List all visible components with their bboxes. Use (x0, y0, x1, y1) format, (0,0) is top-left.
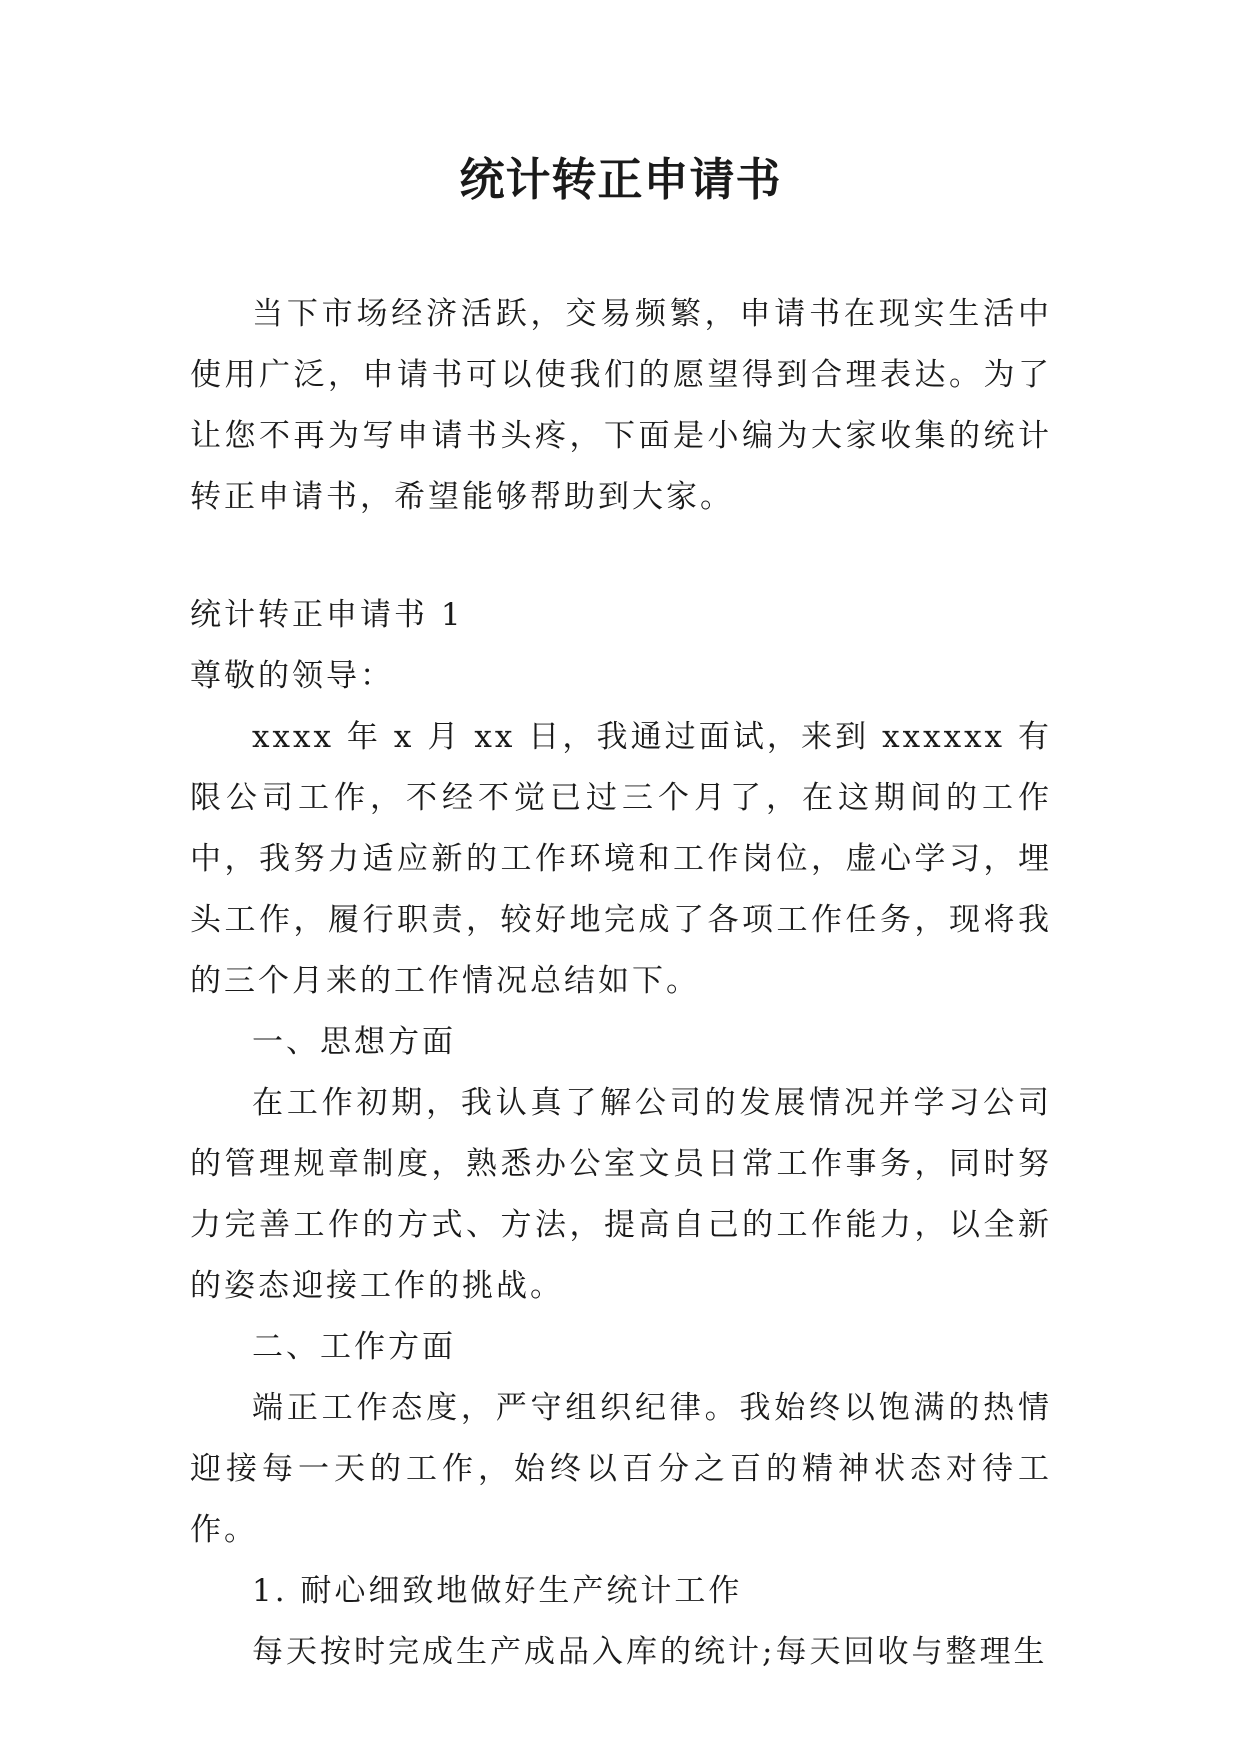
intro-paragraph: 当下市场经济活跃，交易频繁，申请书在现实生活中使用广泛，申请书可以使我们的愿望得到合理表达。为了让您不再为写申请书头疼，下面是小编为大家收集的统计转正申请书，希望能够帮助到大家。 (190, 296, 1052, 515)
salutation: 尊敬的领导： (190, 658, 394, 694)
subheading-work: 二、工作方面 (252, 1329, 456, 1365)
document-body (190, 284, 1052, 1683)
section-heading: 统计转正申请书 1 (190, 597, 464, 633)
body-paragraph: 端正工作态度，严守组织纪律。我始终以饱满的热情迎接每一天的工作，始终以百分之百的精神状态对待工作。 (190, 1390, 1052, 1548)
body-paragraph: xxxx 年 x 月 xx 日，我通过面试，来到 xxxxxx 有限公司工作，不经不觉已过三个月了，在这期间的工作中，我努力适应新的工作环境和工作岗位，虚心学习，埋头工作，履行职责，较好地完成了各项工作任务，现将我的三个月来的工作情况总结如下。 (190, 719, 1052, 999)
paragraph-spacer (190, 528, 1052, 585)
body-paragraph: 每天按时完成生产成品入库的统计;每天回收与整理生 (252, 1634, 1048, 1670)
document-title: 统计转正申请书 (459, 153, 782, 206)
subheading-thought: 一、思想方面 (252, 1024, 456, 1060)
numbered-item: 1. 耐心细致地做好生产统计工作 (252, 1573, 743, 1609)
body-paragraph: 在工作初期，我认真了解公司的发展情况并学习公司的管理规章制度，熟悉办公室文员日常工作事务，同时努力完善工作的方式、方法，提高自己的工作能力，以全新的姿态迎接工作的挑战。 (190, 1085, 1052, 1304)
